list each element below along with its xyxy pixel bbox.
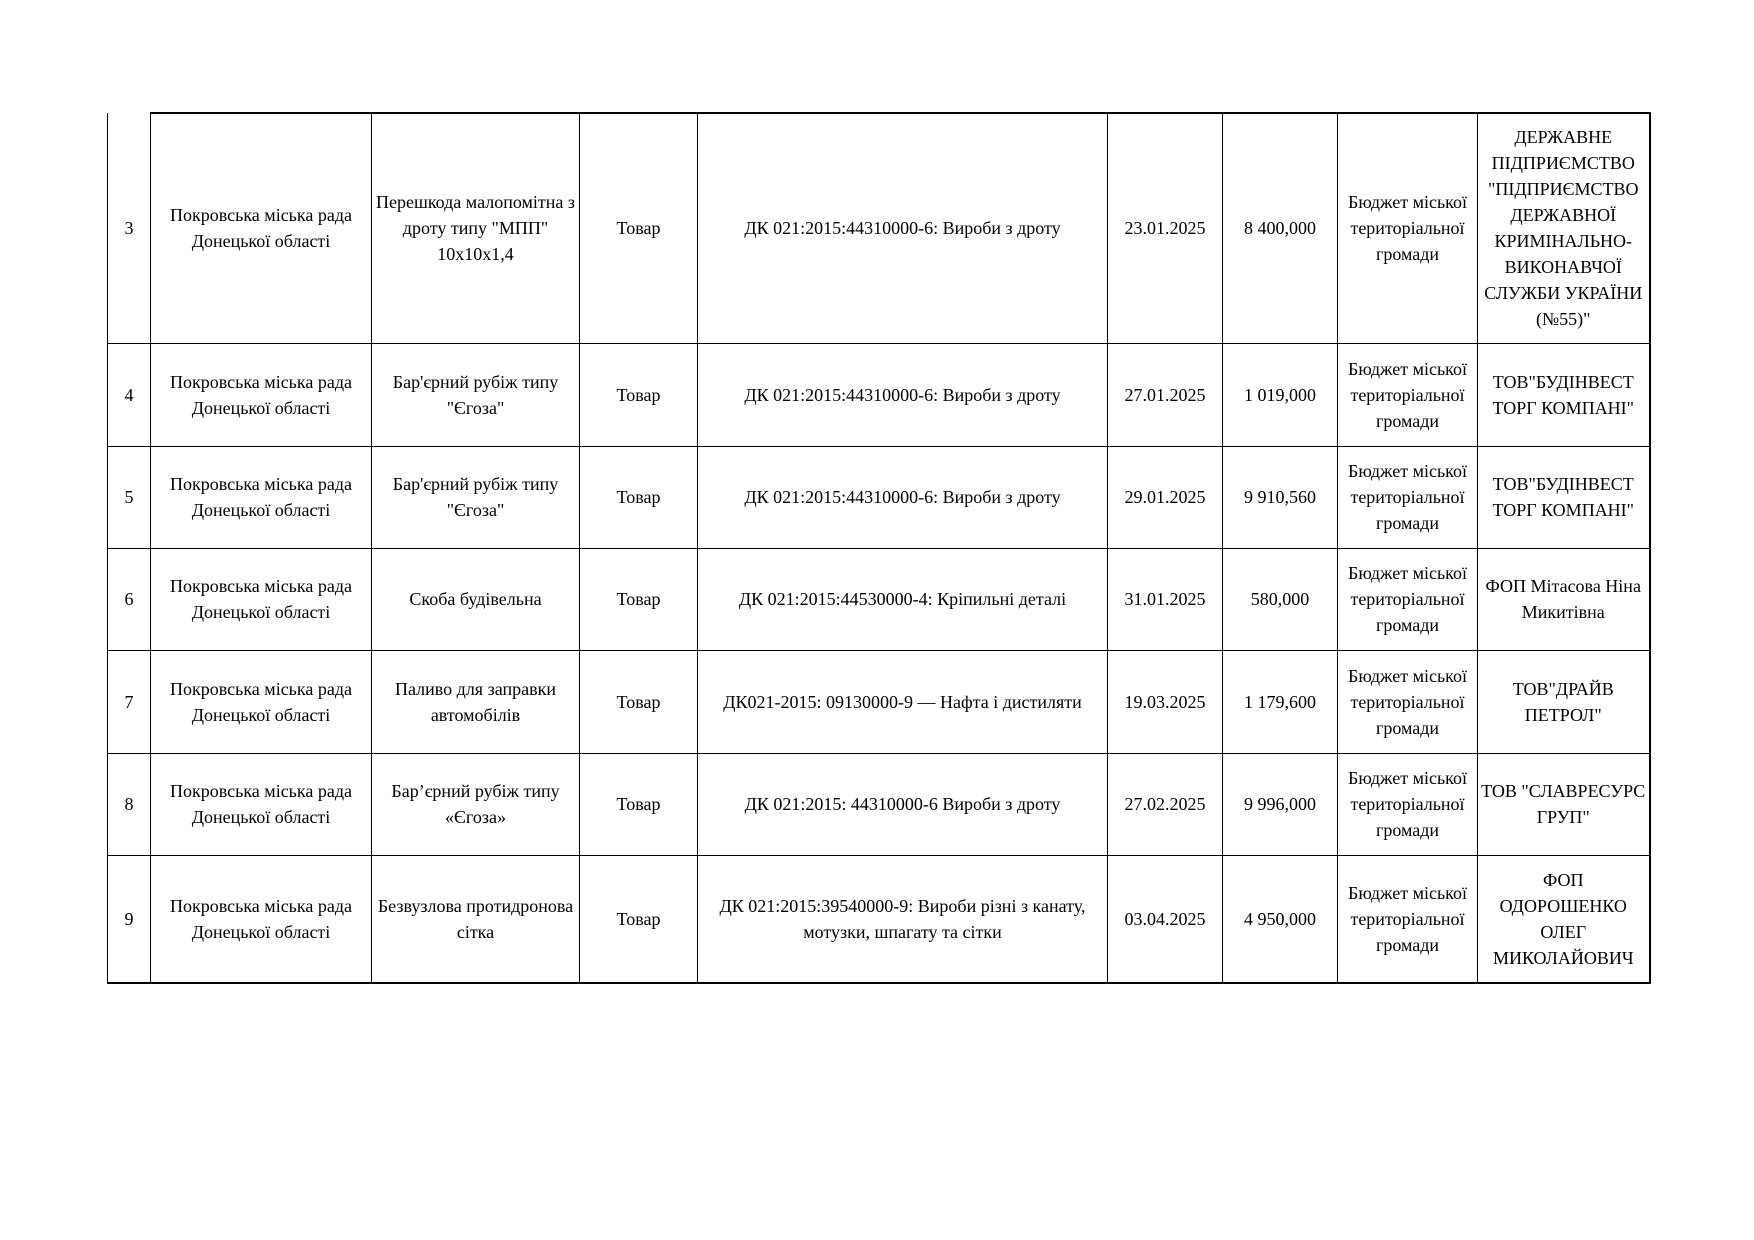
customer-cell: Покровська міська рада Донецької області (151, 855, 372, 983)
subject-cell: Скоба будівельна (372, 548, 580, 650)
supplier-cell: ТОВ"ДРАЙВ ПЕТРОЛ" (1478, 650, 1650, 753)
funding-source-cell: Бюджет міської територіальної громади (1338, 446, 1478, 548)
procurement-table (107, 112, 1651, 984)
customer-cell: Покровська міська рада Донецької області (151, 343, 372, 446)
table-row (108, 446, 1650, 548)
table-row (108, 650, 1650, 753)
subject-cell: Паливо для заправки автомобілів (372, 650, 580, 753)
row-number: 4 (108, 343, 151, 446)
date-cell: 31.01.2025 (1108, 548, 1223, 650)
funding-source-cell: Бюджет міської територіальної громади (1338, 650, 1478, 753)
customer-cell: Покровська міська рада Донецької області (151, 446, 372, 548)
supplier-cell: ФОП ОДОРОШЕНКО ОЛЕГ МИКОЛАЙОВИЧ (1478, 855, 1650, 983)
supplier-cell: ДЕРЖАВНЕ ПІДПРИЄМСТВО "ПІДПРИЄМСТВО ДЕРЖАВНОЇ КРИМІНАЛЬНО-ВИКОНАВЧОЇ СЛУЖБИ УКРАЇНИ (№55)" (1478, 113, 1650, 343)
funding-source-cell: Бюджет міської територіальної громади (1338, 753, 1478, 855)
row-number: 6 (108, 548, 151, 650)
subject-cell: Бар’єрний рубіж типу «Єгоза» (372, 753, 580, 855)
amount-cell: 1 179,600 (1223, 650, 1338, 753)
cpv-code-cell: ДК 021:2015:44530000-4: Кріпильні деталі (698, 548, 1108, 650)
amount-cell: 8 400,000 (1223, 113, 1338, 343)
customer-cell: Покровська міська рада Донецької області (151, 113, 372, 343)
funding-source-cell: Бюджет міської територіальної громади (1338, 548, 1478, 650)
date-cell: 27.01.2025 (1108, 343, 1223, 446)
type-cell: Товар (580, 548, 698, 650)
row-number: 7 (108, 650, 151, 753)
supplier-cell: ФОП Мітасова Ніна Микитівна (1478, 548, 1650, 650)
date-cell: 27.02.2025 (1108, 753, 1223, 855)
date-cell: 23.01.2025 (1108, 113, 1223, 343)
cpv-code-cell: ДК 021:2015:44310000-6: Вироби з дроту (698, 113, 1108, 343)
customer-cell: Покровська міська рада Донецької області (151, 650, 372, 753)
amount-cell: 1 019,000 (1223, 343, 1338, 446)
type-cell: Товар (580, 650, 698, 753)
subject-cell: Безвузлова протидронова сітка (372, 855, 580, 983)
supplier-cell: ТОВ "СЛАВРЕСУРС ГРУП" (1478, 753, 1650, 855)
cpv-code-cell: ДК021-2015: 09130000-9 — Нафта і дистиляти (698, 650, 1108, 753)
row-number: 8 (108, 753, 151, 855)
cpv-code-cell: ДК 021:2015:44310000-6: Вироби з дроту (698, 343, 1108, 446)
row-number: 9 (108, 855, 151, 983)
funding-source-cell: Бюджет міської територіальної громади (1338, 343, 1478, 446)
table-row (108, 548, 1650, 650)
subject-cell: Перешкода малопомітна з дроту типу "МПП" 10х10х1,4 (372, 113, 580, 343)
amount-cell: 4 950,000 (1223, 855, 1338, 983)
type-cell: Товар (580, 753, 698, 855)
amount-cell: 9 910,560 (1223, 446, 1338, 548)
supplier-cell: ТОВ"БУДІНВЕСТ ТОРГ КОМПАНІ" (1478, 343, 1650, 446)
cpv-code-cell: ДК 021:2015: 44310000-6 Вироби з дроту (698, 753, 1108, 855)
row-number: 5 (108, 446, 151, 548)
type-cell: Товар (580, 446, 698, 548)
customer-cell: Покровська міська рада Донецької області (151, 548, 372, 650)
cpv-code-cell: ДК 021:2015:39540000-9: Вироби різні з канату, мотузки, шпагату та сітки (698, 855, 1108, 983)
table-row (108, 343, 1650, 446)
table-row (108, 855, 1650, 983)
table-row (108, 113, 1650, 343)
type-cell: Товар (580, 343, 698, 446)
type-cell: Товар (580, 855, 698, 983)
amount-cell: 9 996,000 (1223, 753, 1338, 855)
table-row (108, 753, 1650, 855)
subject-cell: Бар'єрний рубіж типу "Єгоза" (372, 343, 580, 446)
funding-source-cell: Бюджет міської територіальної громади (1338, 855, 1478, 983)
customer-cell: Покровська міська рада Донецької області (151, 753, 372, 855)
amount-cell: 580,000 (1223, 548, 1338, 650)
funding-source-cell: Бюджет міської територіальної громади (1338, 113, 1478, 343)
date-cell: 03.04.2025 (1108, 855, 1223, 983)
row-number: 3 (108, 113, 151, 343)
supplier-cell: ТОВ"БУДІНВЕСТ ТОРГ КОМПАНІ" (1478, 446, 1650, 548)
type-cell: Товар (580, 113, 698, 343)
date-cell: 29.01.2025 (1108, 446, 1223, 548)
subject-cell: Бар'єрний рубіж типу "Єгоза" (372, 446, 580, 548)
cpv-code-cell: ДК 021:2015:44310000-6: Вироби з дроту (698, 446, 1108, 548)
date-cell: 19.03.2025 (1108, 650, 1223, 753)
